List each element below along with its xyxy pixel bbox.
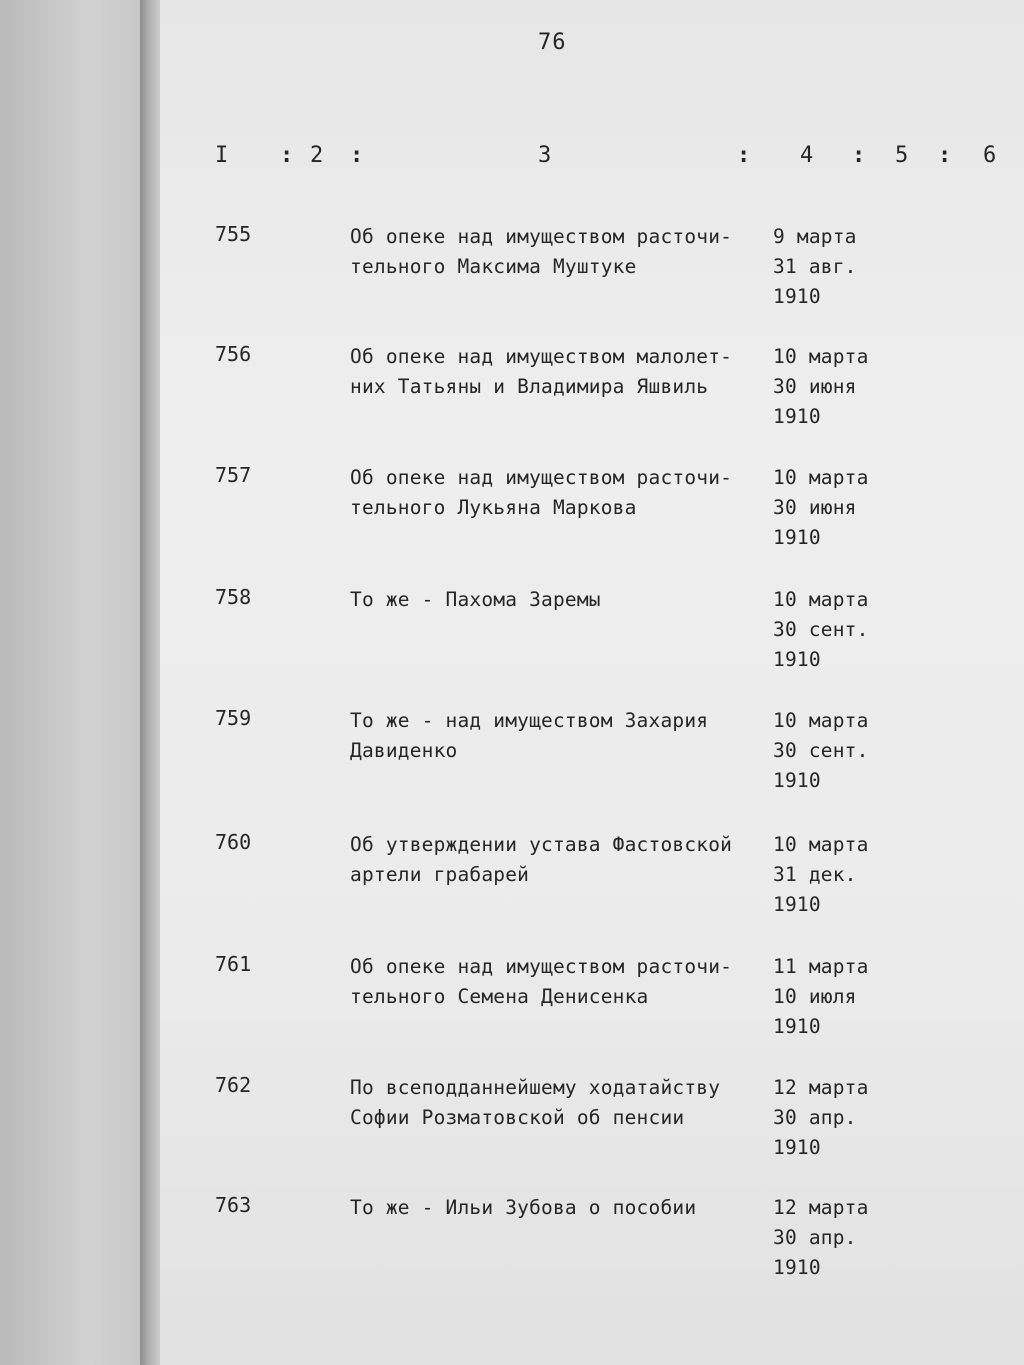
end-date: 30 сент. xyxy=(773,618,869,641)
year: 1910 xyxy=(773,405,821,428)
start-date: 10 марта xyxy=(773,588,869,611)
start-date: 11 марта xyxy=(773,955,869,978)
entry-dates xyxy=(773,830,913,920)
end-date: 10 июля xyxy=(773,985,857,1008)
entry-description xyxy=(350,1073,770,1133)
entry-description xyxy=(350,952,770,1012)
entry-description xyxy=(350,706,770,766)
column-separator: : xyxy=(938,143,952,168)
column-separator: : xyxy=(852,143,866,168)
description-line: То же - Ильи Зубова о пособии xyxy=(350,1196,697,1219)
description-line: Об опеке над имуществом расточи- xyxy=(350,225,733,248)
entry-number: 755 xyxy=(215,222,252,246)
entry-description xyxy=(350,1193,770,1223)
end-date: 30 апр. xyxy=(773,1226,857,1249)
start-date: 10 марта xyxy=(773,345,869,368)
entry-number: 759 xyxy=(215,706,252,730)
start-date: 10 марта xyxy=(773,466,869,489)
year: 1910 xyxy=(773,893,821,916)
end-date: 30 апр. xyxy=(773,1106,857,1129)
entry-number: 761 xyxy=(215,952,252,976)
description-line: То же - Пахома Заремы xyxy=(350,588,601,611)
entry-description xyxy=(350,830,770,890)
entry-description xyxy=(350,463,770,523)
description-line: тельного Максима Муштуке xyxy=(350,255,637,278)
end-date: 30 июня xyxy=(773,375,857,398)
year: 1910 xyxy=(773,1136,821,1159)
entry-dates xyxy=(773,952,913,1042)
document-page xyxy=(160,0,1024,1365)
year: 1910 xyxy=(773,1015,821,1038)
end-date: 30 сент. xyxy=(773,739,869,762)
column-header-3: 3 xyxy=(538,143,552,168)
page-number: 76 xyxy=(538,30,567,55)
year: 1910 xyxy=(773,526,821,549)
end-date: 30 июня xyxy=(773,496,857,519)
column-separator: : xyxy=(737,143,751,168)
column-separator: : xyxy=(350,143,364,168)
column-header-5: 5 xyxy=(895,143,909,168)
column-header-4: 4 xyxy=(800,143,814,168)
year: 1910 xyxy=(773,769,821,792)
entry-dates xyxy=(773,342,913,432)
entry-description xyxy=(350,342,770,402)
description-line: тельного Семена Денисенка xyxy=(350,985,649,1008)
year: 1910 xyxy=(773,1256,821,1279)
start-date: 10 марта xyxy=(773,709,869,732)
column-header-2: 2 xyxy=(310,143,324,168)
entry-number: 762 xyxy=(215,1073,252,1097)
description-line: То же - над имуществом Захария xyxy=(350,709,709,732)
description-line: Об опеке над имуществом малолет- xyxy=(350,345,733,368)
column-separator: : xyxy=(280,143,294,168)
entry-number: 760 xyxy=(215,830,252,854)
entry-dates xyxy=(773,585,913,675)
description-line: Об утверждении устава Фастовской xyxy=(350,833,733,856)
entry-number: 756 xyxy=(215,342,252,366)
entry-number: 758 xyxy=(215,585,252,609)
entry-dates xyxy=(773,1073,913,1163)
year: 1910 xyxy=(773,285,821,308)
entry-number: 763 xyxy=(215,1193,252,1217)
description-line: Об опеке над имуществом расточи- xyxy=(350,955,733,978)
start-date: 12 марта xyxy=(773,1196,869,1219)
entry-dates xyxy=(773,463,913,553)
end-date: 31 дек. xyxy=(773,863,857,886)
year: 1910 xyxy=(773,648,821,671)
start-date: 12 марта xyxy=(773,1076,869,1099)
left-page-edge xyxy=(0,0,150,1365)
entry-number: 757 xyxy=(215,463,252,487)
entry-dates xyxy=(773,222,913,312)
entry-dates xyxy=(773,1193,913,1283)
end-date: 31 авг. xyxy=(773,255,857,278)
entry-dates xyxy=(773,706,913,796)
column-header-1: I xyxy=(215,143,229,168)
description-line: Софии Розматовской об пенсии xyxy=(350,1106,685,1129)
start-date: 9 марта xyxy=(773,225,857,248)
description-line: тельного Лукьяна Маркова xyxy=(350,496,637,519)
column-header-6: 6 xyxy=(983,143,997,168)
description-line: Давиденко xyxy=(350,739,458,762)
entry-description xyxy=(350,222,770,282)
description-line: По всеподданнейшему ходатайству xyxy=(350,1076,721,1099)
start-date: 10 марта xyxy=(773,833,869,856)
description-line: артели грабарей xyxy=(350,863,530,886)
description-line: них Татьяны и Владимира Яшвиль xyxy=(350,375,709,398)
entry-description xyxy=(350,585,770,615)
description-line: Об опеке над имуществом расточи- xyxy=(350,466,733,489)
